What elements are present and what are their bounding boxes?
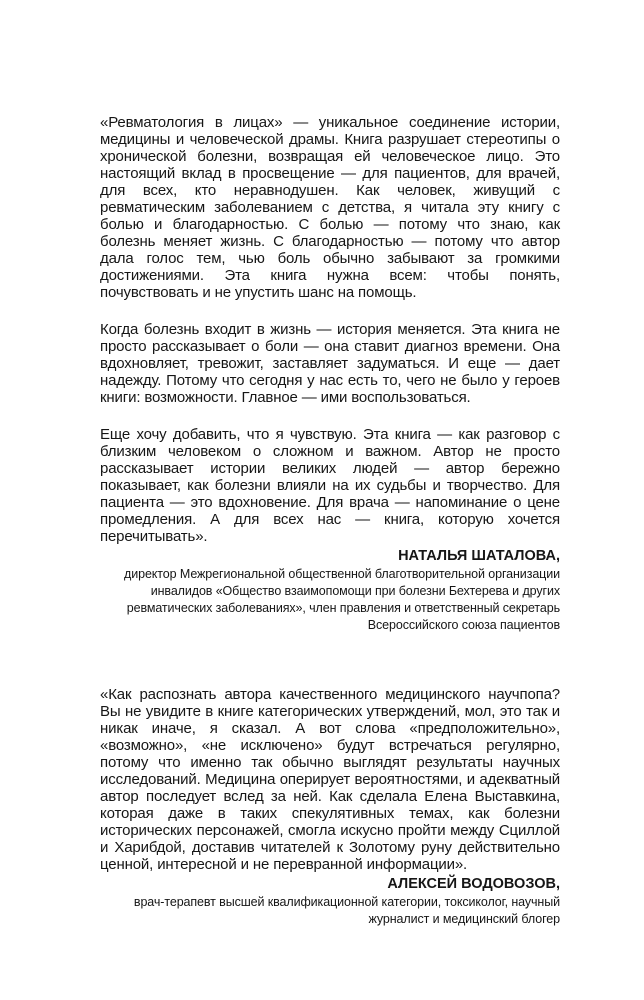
reviewer-name: АЛЕКСЕЙ ВОДОВОЗОВ,: [387, 876, 560, 892]
review-paragraph: «Ревматология в лицах» — уникальное соединение истории, медицины и человеческой драмы. Книга разрушает стереотипы о хронической болезни, возвращая ей человеческое лицо. Это настоящий вклад в просвещение — для пациентов, для врачей, для всех, кто неравнодушен. Как человек, живущий с ревматическим заболеванием с детства, я читала эту книгу с болью и благодарностью. С болью — потому что знаю, как болезнь меняет жизнь. С благодарностью — потому что автор дала голос тем, чью боль обычно забывают за громкими достижениями. Эта книга нужна всем: чтобы понять, почувствовать и не упустить шанс на помощь.: [100, 114, 560, 301]
reviewer-name: НАТАЛЬЯ ШАТАЛОВА,: [398, 548, 560, 564]
text-column: [100, 114, 560, 928]
review-block-vodovozov: [100, 686, 560, 928]
reviewer-credentials: директор Межрегиональной общественной благотворительной организации инвалидов «Общество взаимопомощи при болезни Бехтерева и других ревматических заболеваниях», член правления и ответственный секретарь Всероссийского союза пациентов: [124, 567, 560, 632]
reviewer-credentials: врач-терапевт высшей квалификационной категории, токсиколог, научный журналист и медицинский блогер: [133, 895, 560, 926]
review-paragraph: Еще хочу добавить, что я чувствую. Эта книга — как разговор с близким человеком о сложном и важном. Автор не просто рассказывает истории великих людей — автор бережно показывает, как болезни влияли на их судьбы и творчество. Для пациента — это вдохновение. Для врача — напоминание о цене промедления. А для всех нас — книга, которую хочется перечитывать».: [100, 426, 560, 545]
review-paragraph: Когда болезнь входит в жизнь — история меняется. Эта книга не просто рассказывает о боли — она ставит диагноз времени. Она вдохновляет, тревожит, заставляет задуматься. И еще — дает надежду. Потому что сегодня у нас есть то, чего не было у героев книги: возможности. Главное — ими воспользоваться.: [100, 321, 560, 406]
review-paragraph: «Как распознать автора качественного медицинского научпопа? Вы не увидите в книге категорических утверждений, мол, это так и никак иначе, я сказал. А вот слова «предположительно», «возможно», «не исключено» будут встречаться регулярно, потому что именно так обычно выглядят результаты научных исследований. Медицина оперирует вероятностями, и адекватный автор последует вслед за ней. Как сделала Елена Выставкина, которая даже в таких спекулятивных темах, как болезни исторических персонажей, смогла искусно пройти между Сциллой и Харибдой, доставив читателей к Золотому руну действительно ценной, интересной и не перевранной информации».: [100, 686, 560, 873]
review-block-shatalova: [100, 114, 560, 634]
